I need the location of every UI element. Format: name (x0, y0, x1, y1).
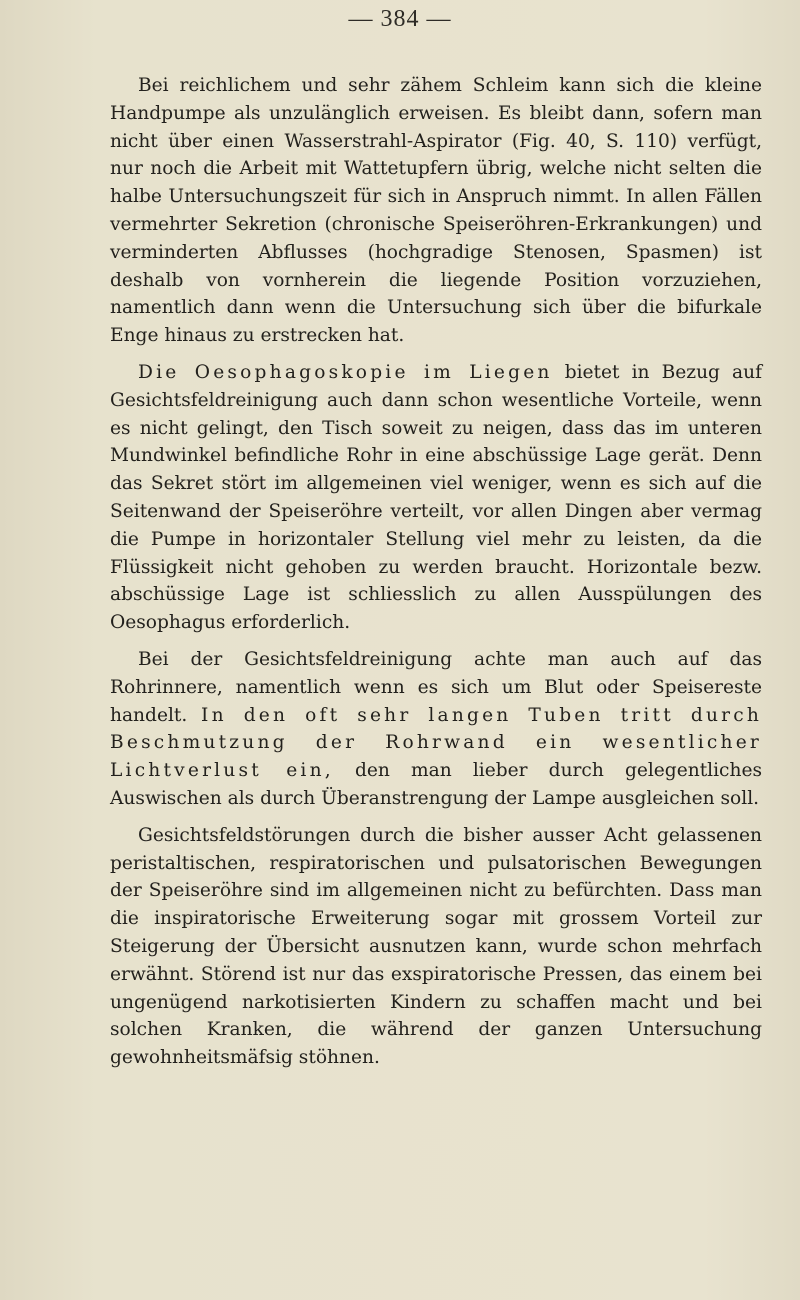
paragraph-3-text-start: Bei der Gesichtsfeldreinigung achte man auch auf das Rohrinnere, namentlich wenn es sich um Blut oder Speisereste handelt. (110, 648, 762, 726)
paragraph-4-text: Gesichtsfeldstörungen durch die bisher ausser Acht gelassenen peristaltischen, respiratorischen und pulsatorischen Bewegungen der Speiseröhre sind im allgemeinen nicht zu befürchten. Dass man die inspiratorische Erweiterung sogar mit grossem Vorteil zur Steigerung der Übersicht ausnutzen kann, wurde schon mehrfach erwähnt. Störend ist nur das exspiratorische Pressen, das einem bei ungenügend narkotisierten Kindern zu schaffen macht und bei solchen Kranken, die während der ganzen Untersuchung gewohnheitsmäfsig stöhnen. (110, 824, 762, 1069)
paragraph-3 (110, 646, 762, 813)
paragraph-1 (110, 72, 762, 350)
paragraph-4 (110, 822, 762, 1072)
paragraph-3-text-end: den man lieber durch gelegentliches Auswischen als durch Überanstrengung der Lampe ausgleichen soll. (110, 760, 762, 809)
emphasis-lichtverlust: In den oft sehr langen Tuben tritt durch Beschmutzung der Rohrwand ein wesentlicher Lichtverlust ein, (110, 704, 762, 782)
emphasis-oesophagoskopie-im-liegen: Die Oesophagoskopie im Liegen (138, 361, 553, 383)
paragraph-2 (110, 359, 762, 637)
paragraph-1-text: Bei reichlichem und sehr zähem Schleim kann sich die kleine Handpumpe als unzulänglich erweisen. Es bleibt dann, sofern man nicht über einen Wasserstrahl-Aspirator (Fig. 40, S. 110) verfügt, nur noch die Arbeit mit Wattetupfern übrig, welche nicht selten die halbe Untersuchungszeit für sich in Anspruch nimmt. In allen Fällen vermehrter Sekretion (chronische Speiseröhren-Erkrankungen) und verminderten Abflusses (hochgradige Stenosen, Spasmen) ist deshalb von vornherein die liegende Position vorzuziehen, namentlich dann wenn die Untersuchung sich über die bifurkale Enge hinaus zu erstrecken hat. (110, 75, 762, 347)
body-text (110, 72, 762, 1072)
paragraph-2-text: bietet in Bezug auf Gesichtsfeldreinigung auch dann schon wesentliche Vorteile, wenn es nicht gelingt, den Tisch soweit zu neigen, dass das im unteren Mundwinkel befindliche Rohr in eine abschüssige Lage gerät. Denn das Sekret stört im allgemeinen viel weniger, wenn es sich auf die Seitenwand der Speiseröhre verteilt, vor allen Dingen aber vermag die Pumpe in horizontaler Stellung viel mehr zu leisten, da die Flüssigkeit nicht gehoben zu werden braucht. Horizontale bezw. abschüssige Lage ist schliesslich zu allen Ausspülungen des Oesophagus erforderlich. (110, 361, 762, 634)
page-number: — 384 — (348, 6, 452, 32)
